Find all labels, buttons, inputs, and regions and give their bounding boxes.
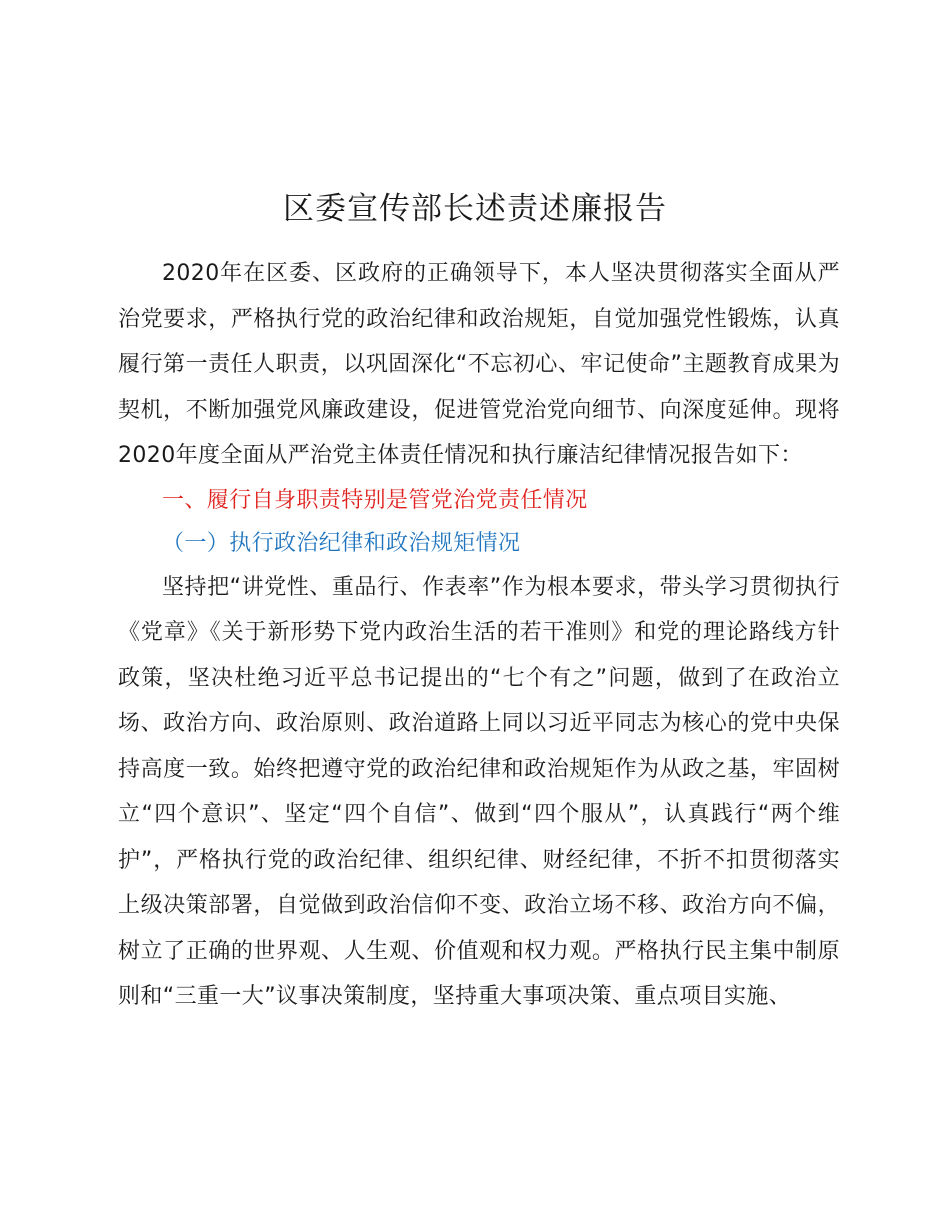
document-title: 区委宣传部长述责述廉报告 <box>283 191 667 227</box>
subsection-heading: （一）执行政治纪律和政治规矩情况 <box>162 530 521 556</box>
section-heading: 一、履行自身职责特别是管党治党责任情况 <box>162 487 588 513</box>
subsection-paragraph: 坚持把“讲党性、重品行、作表率”作为根本要求，带头学习贯彻执行《党章》《关于新形势下党内政治生活的若干准则》和党的理论路线方针政策，坚决杜绝习近平总书记提出的“七个有之”问题，做到了在政治立场、政治方向、政治原则、政治道路上同以习近平同志为核心的党中央保持高度一致。始终把遵守党的政治纪律和政治规矩作为从政之基，牢固树立“四个意识”、坚定“四个自信”、做到“四个服从”，认真践行“两个维护”，严格执行党的政治纪律、组织纪律、财经纪律，不折不扣贯彻落实上级决策部署，自觉做到政治信仰不变、政治立场不移、政治方向不偏，树立了正确的世界观、人生观、价值观和权力观。严格执行民主集中制原则和“三重一大”议事决策制度，坚持重大事项决策、重点项目实施、 <box>118 574 840 1009</box>
document-body <box>118 251 840 1020</box>
intro-paragraph: 2020年在区委、区政府的正确领导下，本人坚决贯彻落实全面从严治党要求，严格执行党的政治纪律和政治规矩，自觉加强党性锻炼，认真履行第一责任人职责，以巩固深化“不忘初心、牢记使命”主题教育成果为契机，不断加强党风廉政建设，促进管党治党向细节、向深度延伸。现将2020年度全面从严治党主体责任情况和执行廉洁纪律情况报告如下： <box>118 261 840 468</box>
